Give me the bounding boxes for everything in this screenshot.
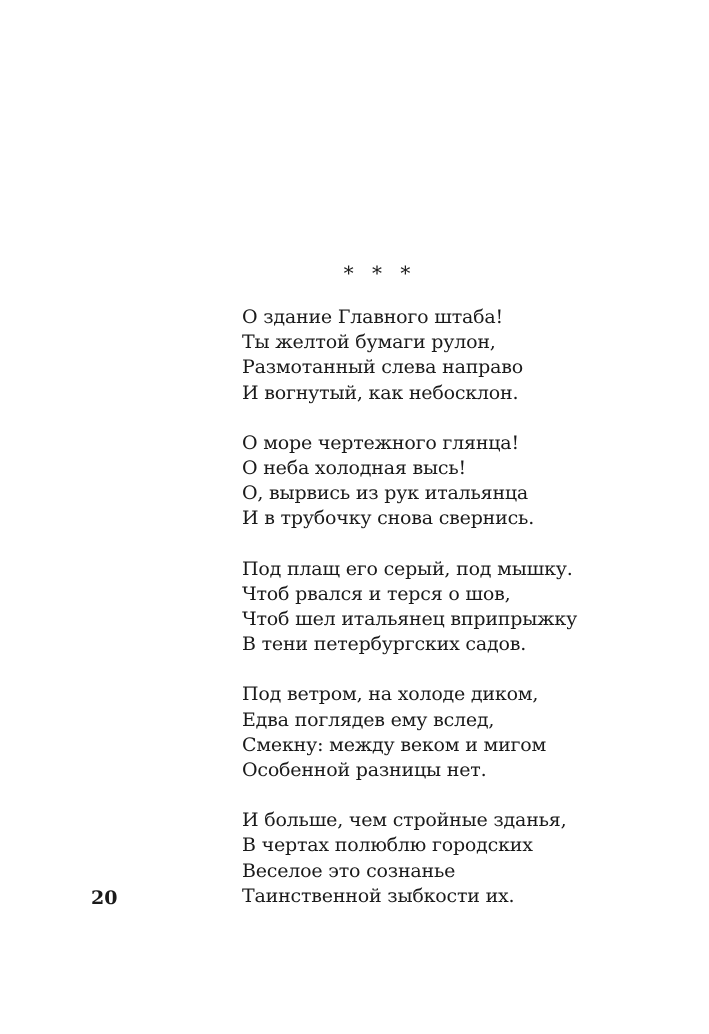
poem-line: Смекну: между веком и мигом: [242, 733, 547, 756]
stanza-4: [242, 682, 692, 783]
poem-line: О здание Главного штаба!: [242, 306, 503, 328]
poem-line: Чтоб рвался и терся о шов,: [242, 582, 511, 605]
page-number: 20: [91, 887, 118, 909]
poem-line: Под ветром, на холоде диком,: [242, 683, 539, 706]
poem-line: И больше, чем стройные зданья,: [242, 809, 567, 832]
poem-line: О море чертежного глянца!: [242, 431, 519, 454]
poem-line: О неба холодная высь!: [242, 457, 466, 480]
stanza-separator: * * *: [343, 261, 417, 285]
poem-line: Размотанный слева направо: [242, 356, 523, 379]
poem-line: Веселое это сознанье: [242, 859, 456, 882]
poem: [242, 305, 692, 934]
poem-line: В тени петербургских садов.: [242, 633, 527, 656]
poem-line: Под плащ его серый, под мышку.: [242, 557, 573, 580]
poem-line: Особенной разницы нет.: [242, 759, 487, 782]
poem-line: Таинственной зыбкости их.: [242, 884, 515, 907]
stanza-1: [242, 305, 692, 406]
poem-line: Едва поглядев ему вслед,: [242, 708, 495, 731]
poem-line: И вогнутый, как небосклон.: [242, 381, 519, 404]
stanza-3: [242, 557, 692, 658]
stanza-2: [242, 431, 692, 532]
poem-line: Чтоб шел итальянец вприпрыжку: [242, 608, 578, 631]
poem-line: В чертах полюблю городских: [242, 834, 533, 857]
poem-line: Ты желтой бумаги рулон,: [242, 331, 496, 354]
poem-line: О, вырвись из рук итальянца: [242, 482, 529, 505]
poem-line: И в трубочку снова свернись.: [242, 507, 535, 530]
stanza-5: [242, 808, 692, 909]
